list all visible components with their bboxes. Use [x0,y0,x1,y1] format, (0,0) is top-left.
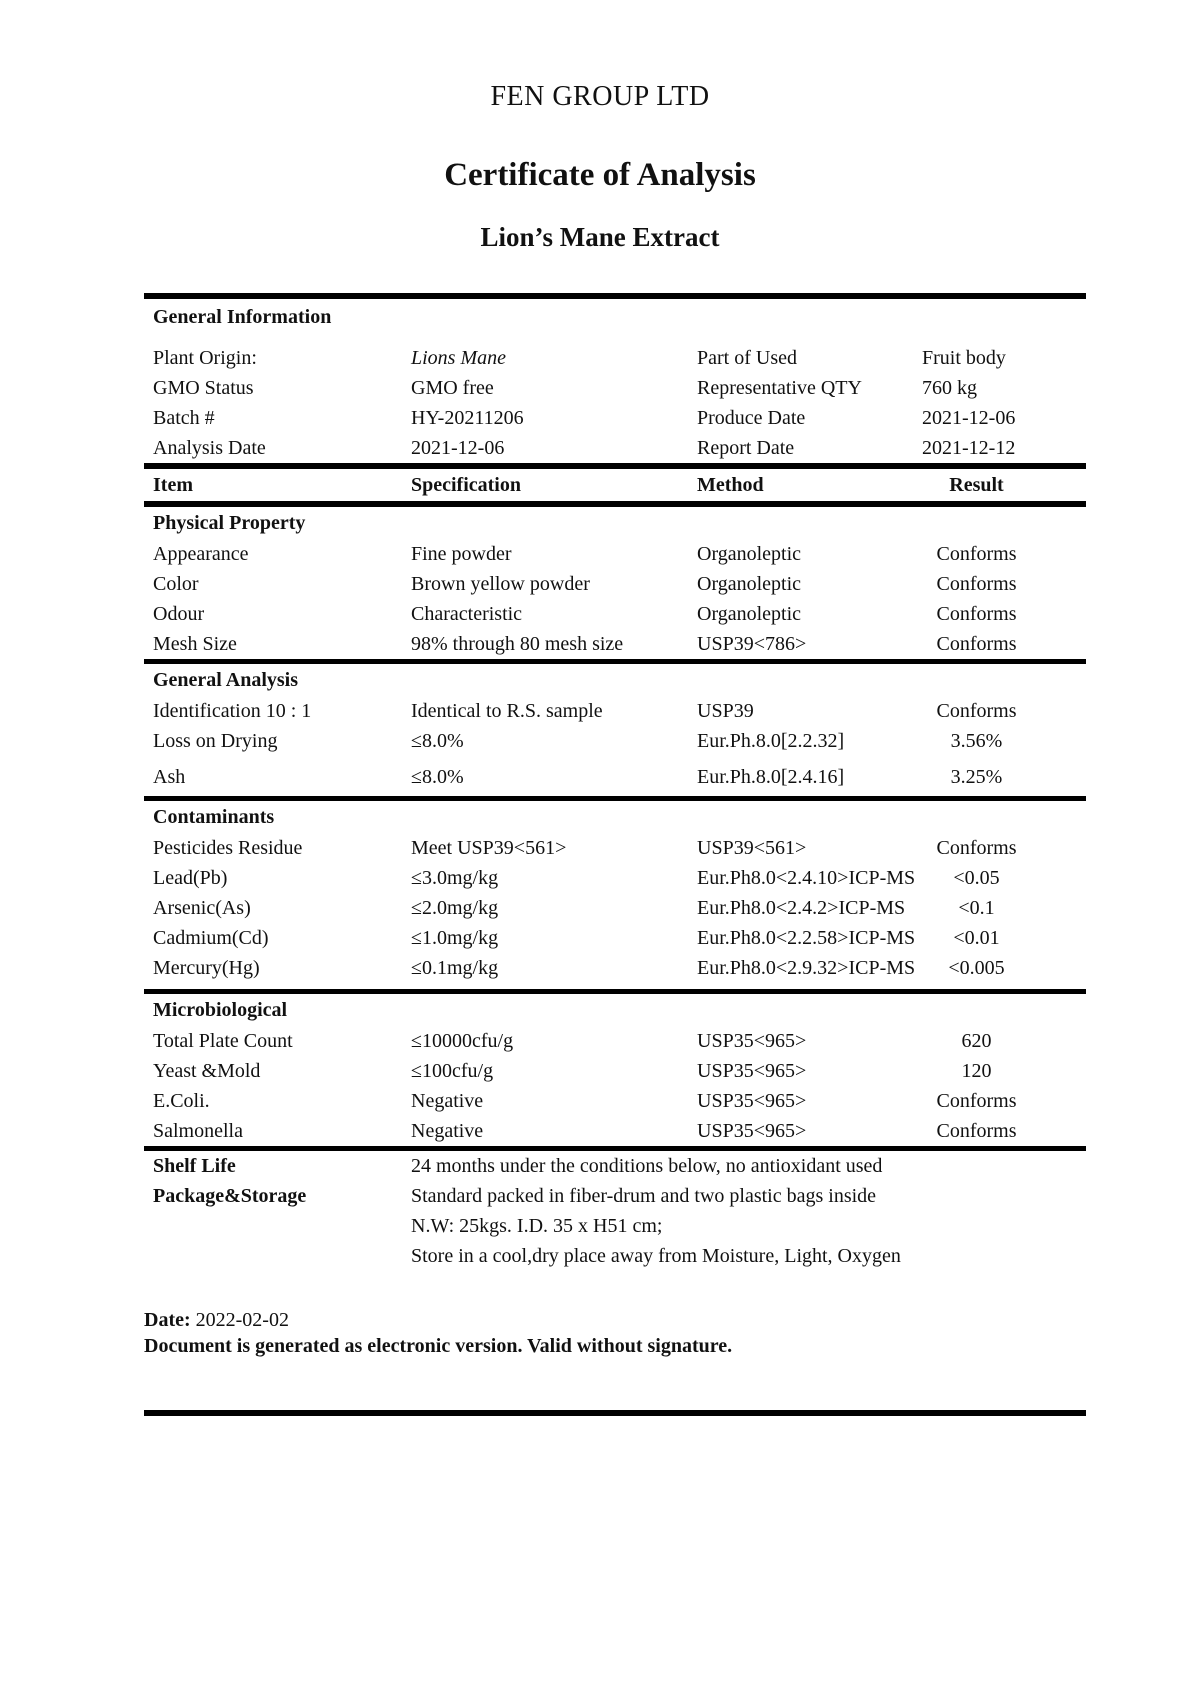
storage-row-shelf-life [144,1151,1086,1181]
item-cell: Yeast &Mold [153,1060,261,1082]
section-contaminants [144,796,1086,989]
table-row [144,599,1086,629]
info-value: Fruit body [922,347,1006,369]
table-row [144,953,1086,983]
bottom-rule [144,1410,1086,1416]
item-cell: Arsenic(As) [153,897,251,919]
info-row-plant-origin [144,343,1086,373]
storage-text: N.W: 25kgs. I.D. 35 x H51 cm; [411,1215,663,1237]
result-cell: Conforms [936,837,1017,859]
column-header-specification: Specification [411,474,521,496]
section-physical-property [144,507,1086,659]
section-heading: Microbiological [153,999,288,1021]
table-header-row [144,469,1086,507]
specification-cell: Identical to R.S. sample [411,700,603,722]
specification-cell: ≤2.0mg/kg [411,897,499,919]
general-information-heading: General Information [153,306,332,328]
storage-label [153,1241,411,1271]
info-label: Part of Used [697,347,797,369]
table-row [144,629,1086,659]
specification-cell: Meet USP39<561> [411,837,567,859]
electronic-version-note: Document is generated as electronic version. Valid without signature. [144,1335,733,1357]
column-header-result: Result [949,474,1004,496]
coa-table [144,293,1086,1271]
item-cell: Total Plate Count [153,1030,293,1052]
info-label: Batch # [153,407,215,429]
info-label: Representative QTY [697,377,862,399]
item-cell: Salmonella [153,1120,243,1142]
storage-text: Standard packed in fiber-drum and two plastic bags inside [411,1185,877,1207]
method-cell: Eur.Ph8.0<2.9.32>ICP-MS [697,957,916,979]
signature-block [144,1307,1086,1359]
specification-cell: ≤3.0mg/kg [411,867,499,889]
result-cell: <0.1 [958,897,995,919]
specification-cell: ≤1.0mg/kg [411,927,499,949]
info-value: 2021-12-06 [922,407,1016,429]
table-row [144,762,1086,792]
item-cell: Pesticides Residue [153,837,303,859]
item-cell: Identification 10 : 1 [153,700,312,722]
table-row [144,726,1086,756]
result-cell: Conforms [936,1090,1017,1112]
specification-cell: Characteristic [411,603,523,625]
date-label: Date: [144,1309,191,1331]
section-heading: Contaminants [153,806,275,828]
table-row [144,1026,1086,1056]
table-row [144,696,1086,726]
result-cell: Conforms [936,603,1017,625]
section-heading: General Analysis [153,669,299,691]
specification-cell: Negative [411,1090,484,1112]
method-cell: USP35<965> [697,1120,807,1142]
date-value: 2022-02-02 [195,1309,289,1331]
result-cell: Conforms [936,543,1017,565]
specification-cell: ≤10000cfu/g [411,1030,514,1052]
table-row [144,1086,1086,1116]
method-cell: Eur.Ph8.0<2.2.58>ICP-MS [697,927,916,949]
result-cell: Conforms [936,700,1017,722]
column-header-method: Method [697,474,764,496]
item-cell: Odour [153,603,205,625]
storage-text: 24 months under the conditions below, no antioxidant used [411,1155,883,1177]
specification-cell: Fine powder [411,543,512,565]
storage-label [153,1211,411,1241]
item-cell: Loss on Drying [153,730,278,752]
specification-cell: Negative [411,1120,484,1142]
result-cell: 3.25% [950,766,1003,788]
method-cell: USP39 [697,700,754,722]
method-cell: Eur.Ph8.0<2.4.2>ICP-MS [697,897,906,919]
storage-row-package [144,1181,1086,1211]
storage-row-net-weight [144,1211,1086,1241]
method-cell: Organoleptic [697,603,802,625]
info-value: 2021-12-06 [411,437,505,459]
table-row [144,893,1086,923]
info-label: Plant Origin: [153,347,257,369]
info-value: GMO free [411,377,494,399]
product-name: Lion’s Mane Extract [480,222,720,252]
storage-text: Store in a cool,dry place away from Moisture, Light, Oxygen [411,1245,901,1267]
item-cell: Lead(Pb) [153,867,228,889]
section-general-analysis [144,659,1086,796]
method-cell: USP35<965> [697,1060,807,1082]
result-cell: Conforms [936,1120,1017,1142]
result-cell: <0.01 [953,927,1000,949]
specification-cell: ≤100cfu/g [411,1060,494,1082]
specification-cell: ≤8.0% [411,766,464,788]
method-cell: USP39<561> [697,837,807,859]
table-row [144,569,1086,599]
info-row-gmo-status [144,373,1086,403]
table-row [144,539,1086,569]
table-row [144,863,1086,893]
method-cell: Eur.Ph.8.0[2.4.16] [697,766,845,788]
info-value: Lions Mane [411,347,506,369]
specification-cell: ≤8.0% [411,730,464,752]
column-header-item: Item [153,474,193,496]
result-cell: 120 [961,1060,992,1082]
info-label: GMO Status [153,377,254,399]
method-cell: USP39<786> [697,633,807,655]
table-row [144,923,1086,953]
info-label: Analysis Date [153,437,266,459]
document-title: Certificate of Analysis [444,157,756,193]
result-cell: <0.005 [948,957,1005,979]
general-information-section [144,305,1086,469]
method-cell: Eur.Ph.8.0[2.2.32] [697,730,845,752]
storage-row-conditions [144,1241,1086,1271]
result-cell: Conforms [936,633,1017,655]
section-microbiological [144,989,1086,1146]
result-cell: 3.56% [950,730,1003,752]
specification-cell: ≤0.1mg/kg [411,957,499,979]
info-row-batch [144,403,1086,433]
method-cell: Organoleptic [697,573,802,595]
storage-label: Shelf Life [153,1155,236,1177]
info-label: Produce Date [697,407,806,429]
info-label: Report Date [697,437,795,459]
item-cell: Cadmium(Cd) [153,927,269,949]
result-cell: Conforms [936,573,1017,595]
info-value: 2021-12-12 [922,437,1016,459]
method-cell: Eur.Ph8.0<2.4.10>ICP-MS [697,867,916,889]
specification-cell: Brown yellow powder [411,573,590,595]
info-value: 760 kg [922,377,977,399]
table-row [144,833,1086,863]
table-row [144,1116,1086,1146]
specification-cell: 98% through 80 mesh size [411,633,624,655]
method-cell: Organoleptic [697,543,802,565]
table-row [144,1056,1086,1086]
item-cell: Mercury(Hg) [153,957,260,979]
item-cell: Ash [153,766,186,788]
method-cell: USP35<965> [697,1090,807,1112]
storage-label: Package&Storage [153,1185,307,1207]
info-value: HY-20211206 [411,407,524,429]
item-cell: E.Coli. [153,1090,210,1112]
company-name: FEN GROUP LTD [490,81,710,112]
date-line [144,1307,1086,1333]
result-cell: <0.05 [953,867,1000,889]
result-cell: 620 [961,1030,992,1052]
info-row-analysis-date [144,433,1086,463]
method-cell: USP35<965> [697,1030,807,1052]
item-cell: Color [153,573,199,595]
storage-section [144,1146,1086,1271]
section-heading: Physical Property [153,512,306,534]
item-cell: Mesh Size [153,633,237,655]
item-cell: Appearance [153,543,249,565]
